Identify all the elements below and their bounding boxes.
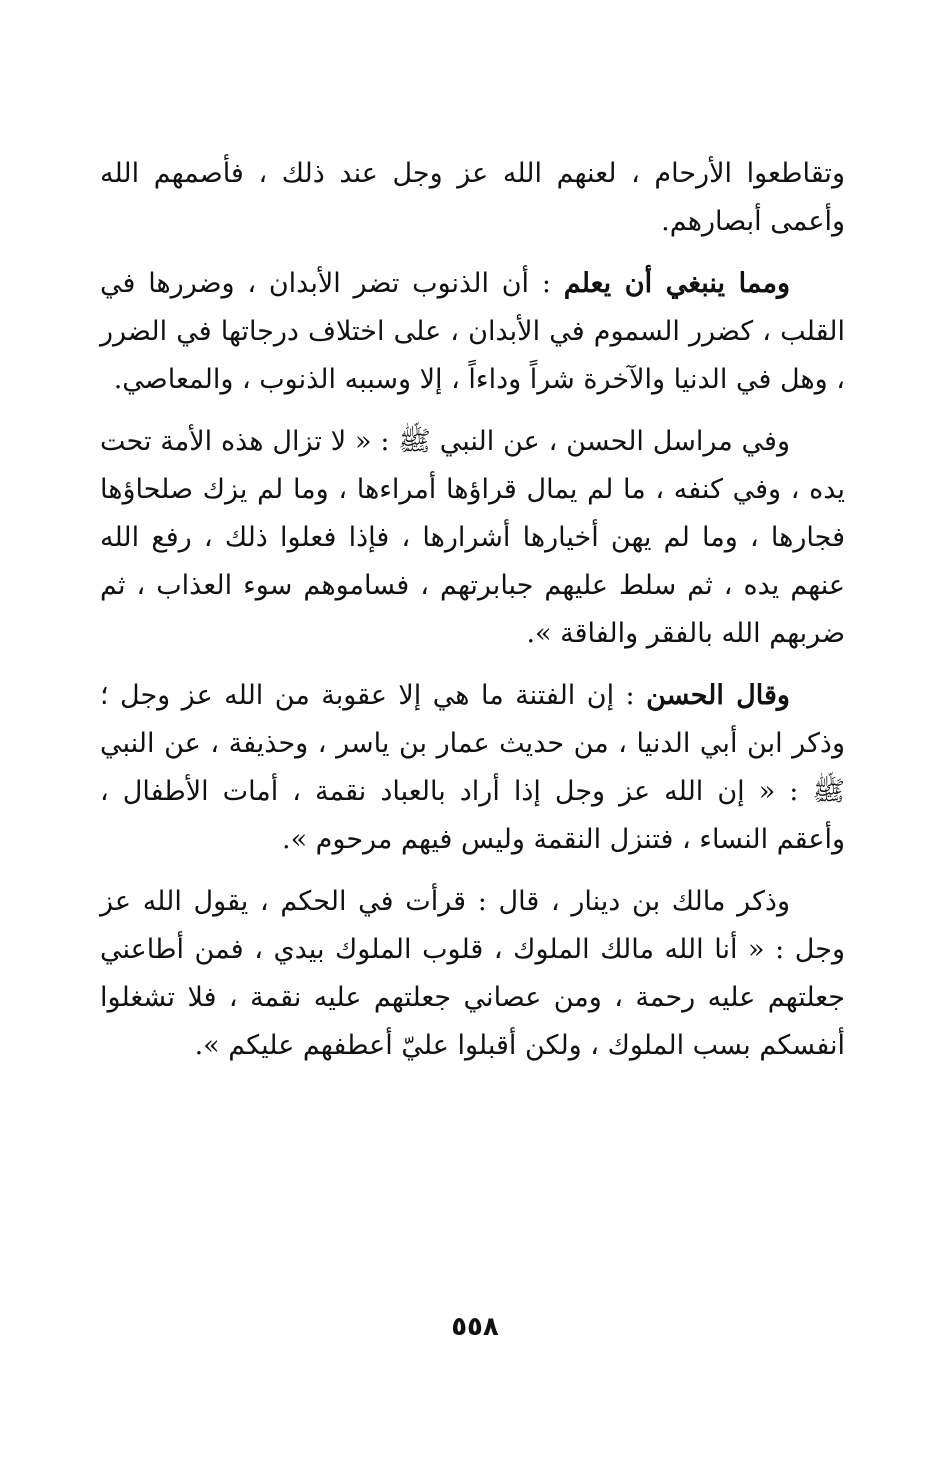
- paragraph-4: [100, 672, 845, 864]
- paragraph-2: [100, 260, 845, 404]
- paragraph-5: [100, 878, 845, 1070]
- page-body: [100, 150, 845, 1084]
- paragraph-4-lead: وقال الحسن: [646, 680, 790, 711]
- paragraph-2-text: : أن الذنوب تضر الأبدان ، وضررها في القلب ، كضرر السموم في الأبدان ، على اختلاف درجاتها في الضرر ، وهل في الدنيا والآخرة شراً وداءاً ، إلا وسببه الذنوب ، والمعاصي.: [100, 268, 845, 395]
- paragraph-5-text: وذكر مالك بن دينار ، قال : قرأت في الحكم ، يقول الله عز وجل : « أنا الله مالك الملوك ، قلوب الملوك بيدي ، فمن أطاعني جعلتهم عليه رحمة ، ومن عصاني جعلتهم عليه نقمة ، فلا تشغلوا أنفسكم بسب الملوك ، ولكن أقبلوا عليّ أعطفهم عليكم ».: [100, 886, 845, 1061]
- paragraph-2-lead: ومما ينبغي أن يعلم: [563, 268, 790, 299]
- paragraph-4-text: : إن الفتنة ما هي إلا عقوبة من الله عز وجل ؛ وذكر ابن أبي الدنيا ، من حديث عمار بن ياسر ، وحذيفة ، عن النبي ﷺ : « إن الله عز وجل إذا أراد بالعباد نقمة ، أمات الأطفال ، وأعقم النساء ، فتنزل النقمة وليس فيهم مرحوم ».: [100, 680, 845, 855]
- page-number: ٥٥٨: [451, 1312, 499, 1342]
- paragraph-1: [100, 150, 845, 246]
- paragraph-1-text: وتقاطعوا الأرحام ، لعنهم الله عز وجل عند ذلك ، فأصمهم الله وأعمى أبصارهم.: [100, 158, 845, 237]
- paragraph-3-text: وفي مراسل الحسن ، عن النبي ﷺ : « لا تزال هذه الأمة تحت يده ، وفي كنفه ، ما لم يمال قراؤها أمراءها ، وما لم يزك صلحاؤها فجارها ، وما لم يهن أخيارها أشرارها ، فإذا فعلوا ذلك ، رفع الله عنهم يده ، ثم سلط عليهم جبابرتهم ، فساموهم سوء العذاب ، ثم ضربهم الله بالفقر والفاقة ».: [100, 426, 845, 649]
- paragraph-3: [100, 418, 845, 658]
